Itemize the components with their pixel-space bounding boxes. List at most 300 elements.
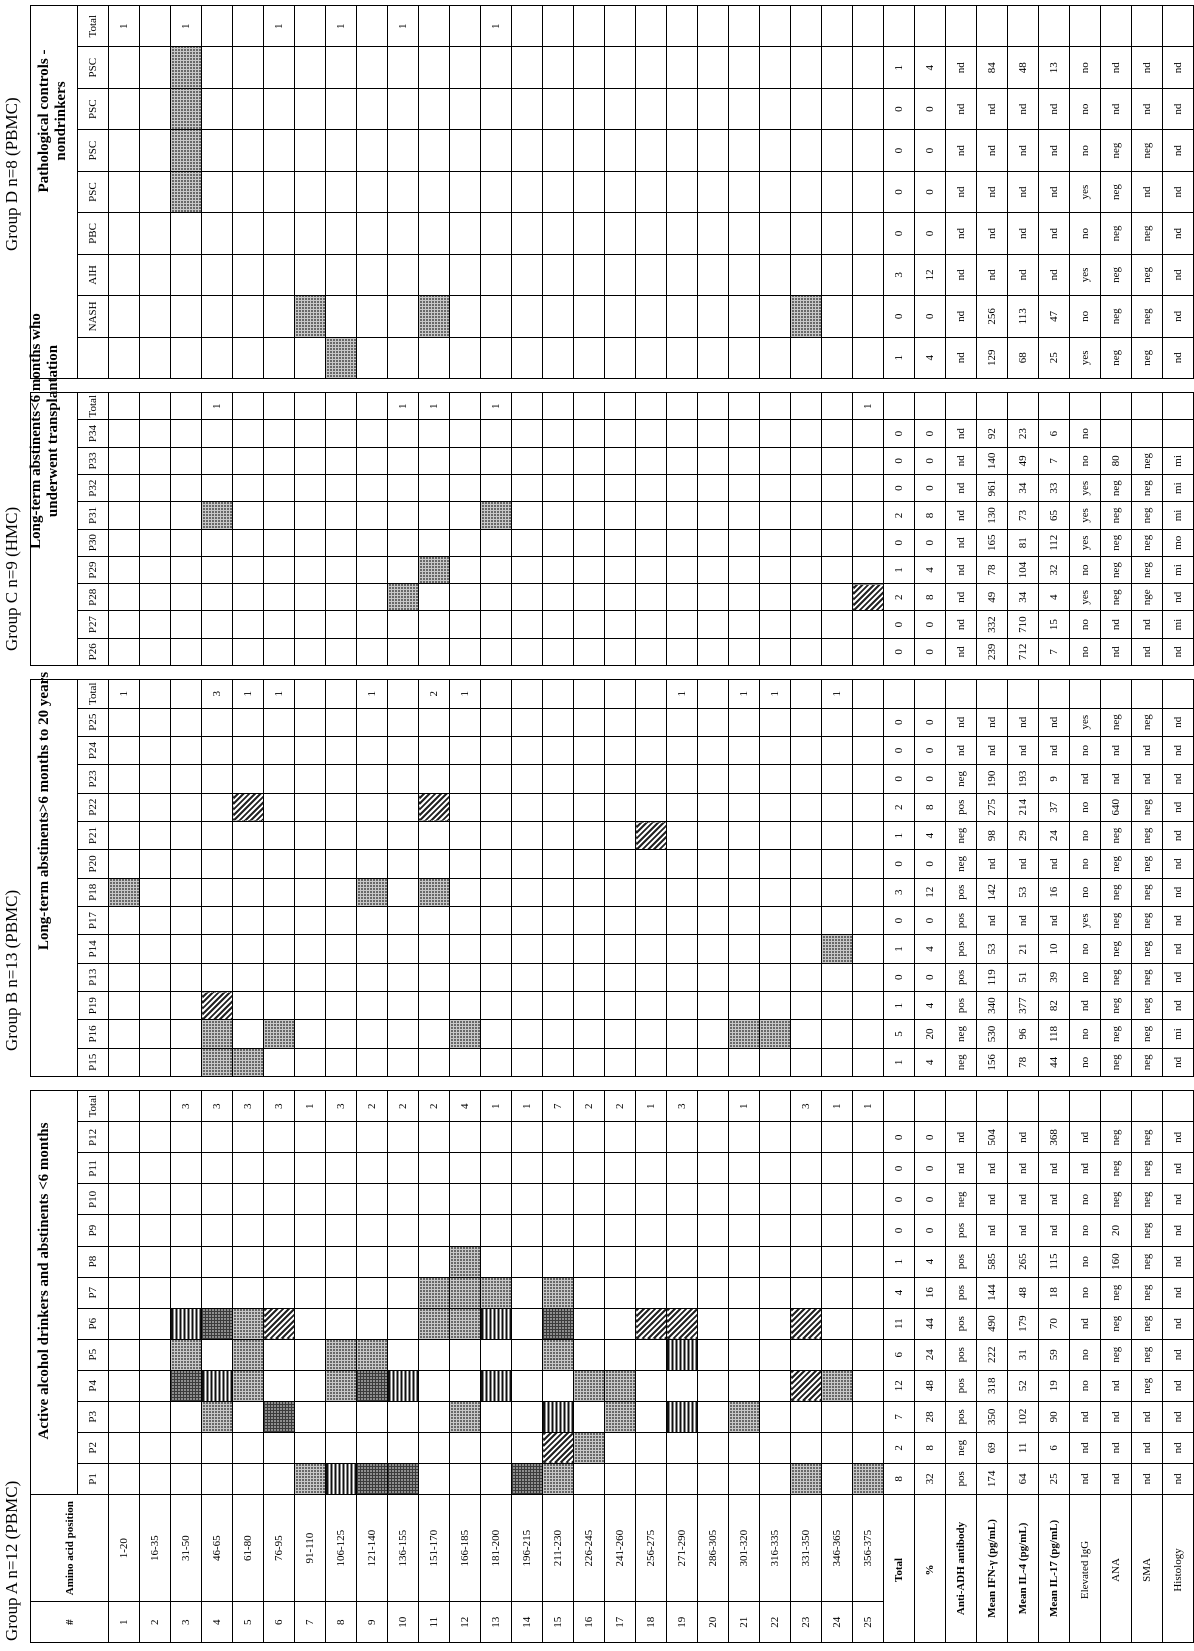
stat-value: neg (1132, 935, 1163, 963)
data-cell (853, 793, 884, 821)
stat-value: 0 (884, 765, 915, 793)
data-cell (791, 1215, 822, 1246)
data-cell (202, 906, 233, 934)
position-row (512, 1091, 543, 1643)
stat-value: neg (1101, 991, 1132, 1019)
stat-value: 377 (1008, 991, 1039, 1019)
data-cell (574, 1215, 605, 1246)
data-cell (388, 529, 419, 556)
reactive-epitope-cell (543, 1308, 574, 1339)
data-cell (202, 447, 233, 474)
amino-acid-position: 226-245 (574, 1494, 605, 1601)
data-cell (729, 130, 760, 171)
stat-value: no (1070, 213, 1101, 254)
position-total: 1 (729, 1091, 760, 1122)
data-cell (636, 1401, 667, 1432)
data-cell (481, 611, 512, 638)
data-cell (543, 130, 574, 171)
stat-value: 585 (977, 1246, 1008, 1277)
row-number: 24 (822, 1602, 853, 1643)
amino-acid-position: 121-140 (357, 1494, 388, 1601)
data-cell (760, 475, 791, 502)
position-row (822, 6, 853, 379)
data-cell (202, 821, 233, 849)
data-cell (357, 584, 388, 611)
data-cell (698, 906, 729, 934)
data-cell (171, 906, 202, 934)
data-cell (853, 765, 884, 793)
data-cell (574, 935, 605, 963)
data-cell (233, 213, 264, 254)
data-cell (140, 638, 171, 665)
data-cell (822, 130, 853, 171)
stat-value: 340 (977, 991, 1008, 1019)
data-cell (140, 1246, 171, 1277)
position-total (543, 393, 574, 420)
data-cell (326, 611, 357, 638)
group-a-table (30, 1090, 1194, 1643)
data-cell (636, 529, 667, 556)
position-total: 1 (512, 1091, 543, 1122)
data-cell (295, 213, 326, 254)
data-cell (667, 296, 698, 337)
group-d-subtitle: Pathological controls - nondrinkers (36, 49, 69, 193)
data-cell (791, 213, 822, 254)
data-cell (295, 1246, 326, 1277)
stat-value: neg (946, 1048, 977, 1076)
data-cell (791, 1246, 822, 1277)
data-cell (109, 821, 140, 849)
data-cell (326, 708, 357, 736)
data-cell (326, 1184, 357, 1215)
stat-value: nd (1039, 1184, 1070, 1215)
stat-value: 4 (1039, 584, 1070, 611)
data-cell (853, 638, 884, 665)
data-cell (419, 502, 450, 529)
reactive-epitope-cell (202, 1020, 233, 1048)
column-header: P9 (78, 1215, 109, 1246)
data-cell (822, 1153, 853, 1184)
column-header: P30 (78, 529, 109, 556)
data-cell (760, 611, 791, 638)
data-cell (791, 850, 822, 878)
data-cell (481, 213, 512, 254)
position-row (171, 680, 202, 1077)
data-cell (822, 821, 853, 849)
data-cell (574, 991, 605, 1019)
stat-value: no (1070, 420, 1101, 447)
data-cell (853, 502, 884, 529)
data-cell (605, 1153, 636, 1184)
data-cell (729, 171, 760, 212)
data-cell (698, 447, 729, 474)
stat-value: neg (946, 1432, 977, 1463)
data-cell (574, 793, 605, 821)
reactive-epitope-cell (481, 1370, 512, 1401)
data-cell (140, 765, 171, 793)
column-header: Total (78, 680, 109, 709)
data-cell (233, 447, 264, 474)
data-cell (543, 1184, 574, 1215)
stat-value: nd (1101, 88, 1132, 129)
stat-value: nd (946, 213, 977, 254)
data-cell (419, 88, 450, 129)
stat-value: no (1070, 850, 1101, 878)
reactive-epitope-cell (264, 1401, 295, 1432)
stat-value: neg (1101, 1277, 1132, 1308)
data-cell (574, 447, 605, 474)
data-cell (109, 502, 140, 529)
stat-value: 0 (884, 420, 915, 447)
row-number: 14 (512, 1602, 543, 1643)
stat-value: nd (1008, 171, 1039, 212)
data-cell (295, 935, 326, 963)
data-cell (357, 963, 388, 991)
group-c-subtitle: Long-term abstinents<6 months who underwent transplantation (28, 313, 61, 549)
column-header: Total (78, 393, 109, 420)
data-cell (822, 1215, 853, 1246)
data-cell (729, 935, 760, 963)
position-total (140, 6, 171, 48)
position-row (853, 6, 884, 379)
position-row (326, 393, 357, 666)
position-total: 1 (822, 680, 853, 709)
data-cell (822, 765, 853, 793)
data-cell (357, 708, 388, 736)
stat-value: 0 (884, 736, 915, 764)
reactive-epitope-cell (419, 878, 450, 906)
reactive-epitope-cell (853, 1463, 884, 1494)
data-cell (698, 420, 729, 447)
stat-value: nd (977, 171, 1008, 212)
column-header: P32 (78, 475, 109, 502)
data-cell (574, 1184, 605, 1215)
position-row (574, 6, 605, 379)
stat-value (915, 1091, 946, 1122)
data-cell (636, 1048, 667, 1076)
data-cell (140, 611, 171, 638)
data-cell (853, 611, 884, 638)
stat-value: nd (1008, 850, 1039, 878)
position-total (636, 680, 667, 709)
stat-value: 0 (915, 765, 946, 793)
data-cell (140, 1122, 171, 1153)
stat-value (977, 6, 1008, 48)
data-cell (698, 638, 729, 665)
data-cell (357, 556, 388, 583)
reactive-epitope-cell (171, 1308, 202, 1339)
reactive-epitope-cell (171, 171, 202, 212)
stat-value (884, 6, 915, 48)
data-cell (543, 88, 574, 129)
data-cell (450, 502, 481, 529)
data-cell (419, 420, 450, 447)
data-cell (667, 736, 698, 764)
data-cell (729, 736, 760, 764)
data-cell (605, 254, 636, 295)
stat-value (1163, 680, 1194, 709)
data-cell (357, 171, 388, 212)
position-total (140, 393, 171, 420)
data-cell (729, 420, 760, 447)
data-cell (140, 1277, 171, 1308)
data-cell (326, 420, 357, 447)
stat-value: 0 (915, 1215, 946, 1246)
stat-value: 0 (884, 296, 915, 337)
data-cell (109, 850, 140, 878)
data-cell (636, 254, 667, 295)
data-cell (481, 1401, 512, 1432)
stat-value: no (1070, 1277, 1101, 1308)
data-cell (419, 47, 450, 88)
stat-value: neg (1101, 130, 1132, 171)
reactive-epitope-cell (481, 502, 512, 529)
position-total (698, 1091, 729, 1122)
position-total: 7 (543, 1091, 574, 1122)
data-cell (574, 254, 605, 295)
data-cell (574, 638, 605, 665)
stat-label: % (915, 1494, 946, 1642)
amino-acid-position: 76-95 (264, 1494, 295, 1601)
data-cell (605, 736, 636, 764)
stat-value: 33 (1039, 475, 1070, 502)
data-cell (388, 1339, 419, 1370)
column-header: P24 (78, 736, 109, 764)
data-cell (698, 1020, 729, 1048)
data-cell (698, 821, 729, 849)
data-cell (512, 88, 543, 129)
data-cell (388, 821, 419, 849)
data-cell (171, 1122, 202, 1153)
data-cell (357, 1308, 388, 1339)
data-cell (326, 850, 357, 878)
data-cell (698, 171, 729, 212)
data-cell (326, 130, 357, 171)
data-cell (760, 1370, 791, 1401)
data-cell (636, 502, 667, 529)
stat-value (1070, 393, 1101, 420)
position-row (605, 680, 636, 1077)
stat-row (884, 1091, 915, 1643)
stat-value (884, 1091, 915, 1122)
row-number: 15 (543, 1602, 574, 1643)
data-cell (853, 935, 884, 963)
stat-value: nd (1163, 708, 1194, 736)
reactive-epitope-cell (667, 1339, 698, 1370)
stat-value: 0 (915, 708, 946, 736)
stat-value (1132, 393, 1163, 420)
stat-value: yes (1070, 906, 1101, 934)
stat-value: no (1070, 1339, 1101, 1370)
stat-row (946, 1091, 977, 1643)
stat-value: 44 (915, 1308, 946, 1339)
stat-value: 47 (1039, 296, 1070, 337)
data-cell (853, 991, 884, 1019)
data-cell (605, 213, 636, 254)
data-cell (698, 529, 729, 556)
stat-value: 31 (1008, 1339, 1039, 1370)
data-cell (388, 447, 419, 474)
data-cell (636, 1339, 667, 1370)
data-cell (109, 529, 140, 556)
position-row (574, 680, 605, 1077)
stat-value: nd (1163, 1153, 1194, 1184)
data-cell (791, 584, 822, 611)
position-row (481, 6, 512, 379)
position-total (264, 393, 295, 420)
position-row (760, 680, 791, 1077)
stat-value: nd (1132, 611, 1163, 638)
stat-label: Elevated IgG (1070, 1494, 1101, 1642)
data-cell (791, 529, 822, 556)
data-cell (264, 475, 295, 502)
data-cell (450, 1432, 481, 1463)
data-cell (543, 296, 574, 337)
data-cell (729, 88, 760, 129)
data-cell (450, 130, 481, 171)
data-cell (605, 88, 636, 129)
data-cell (481, 1048, 512, 1076)
position-row (450, 393, 481, 666)
stat-value: neg (1132, 1048, 1163, 1076)
data-cell (512, 556, 543, 583)
row-number: 9 (357, 1602, 388, 1643)
amino-acid-position: 31-50 (171, 1494, 202, 1601)
data-cell (574, 906, 605, 934)
data-cell (481, 254, 512, 295)
data-cell (450, 878, 481, 906)
data-cell (233, 337, 264, 378)
data-cell (636, 991, 667, 1019)
data-cell (667, 1122, 698, 1153)
stat-value: nd (1132, 765, 1163, 793)
stat-value: 8 (915, 502, 946, 529)
data-cell (450, 736, 481, 764)
data-cell (171, 420, 202, 447)
row-number: 8 (326, 1602, 357, 1643)
data-cell (543, 708, 574, 736)
data-cell (698, 611, 729, 638)
data-cell (698, 296, 729, 337)
data-cell (109, 475, 140, 502)
data-cell (357, 1277, 388, 1308)
data-cell (822, 1277, 853, 1308)
position-row (729, 680, 760, 1077)
data-cell (140, 1463, 171, 1494)
data-cell (853, 708, 884, 736)
data-cell (853, 47, 884, 88)
data-cell (667, 708, 698, 736)
stat-value: nd (946, 708, 977, 736)
data-cell (729, 529, 760, 556)
column-header: P19 (78, 991, 109, 1019)
stat-row (1008, 680, 1039, 1077)
data-cell (605, 793, 636, 821)
data-cell (512, 991, 543, 1019)
position-total (822, 6, 853, 48)
data-cell (481, 765, 512, 793)
data-cell (109, 1246, 140, 1277)
stat-value: 0 (915, 963, 946, 991)
data-cell (202, 1432, 233, 1463)
position-row (574, 393, 605, 666)
position-total: 1 (295, 1091, 326, 1122)
data-cell (729, 584, 760, 611)
data-cell (295, 1153, 326, 1184)
data-cell (295, 130, 326, 171)
position-total (512, 6, 543, 48)
data-cell (574, 1308, 605, 1339)
data-cell (171, 296, 202, 337)
data-cell (481, 991, 512, 1019)
data-cell (605, 878, 636, 906)
data-cell (512, 213, 543, 254)
stat-value: neg (1132, 991, 1163, 1019)
data-cell (574, 708, 605, 736)
stat-value: 65 (1039, 502, 1070, 529)
data-cell (233, 502, 264, 529)
data-cell (729, 1432, 760, 1463)
stat-value: 80 (1101, 447, 1132, 474)
row-number: 23 (791, 1602, 822, 1643)
data-cell (822, 991, 853, 1019)
data-cell (264, 850, 295, 878)
data-cell (109, 88, 140, 129)
data-cell (822, 1246, 853, 1277)
data-cell (667, 935, 698, 963)
stat-row (1101, 393, 1132, 666)
stat-value: pos (946, 1401, 977, 1432)
reactive-epitope-cell (636, 821, 667, 849)
data-cell (636, 906, 667, 934)
data-cell (171, 736, 202, 764)
stat-value: nd (1039, 1215, 1070, 1246)
data-cell (171, 1277, 202, 1308)
data-cell (512, 708, 543, 736)
data-cell (202, 765, 233, 793)
data-cell (202, 850, 233, 878)
stat-value: nd (1132, 638, 1163, 665)
position-row (667, 6, 698, 379)
stat-value: 265 (1008, 1246, 1039, 1277)
data-cell (202, 1339, 233, 1370)
data-cell (140, 963, 171, 991)
data-cell (326, 1048, 357, 1076)
data-cell (481, 1463, 512, 1494)
data-cell (450, 171, 481, 212)
position-row (264, 680, 295, 1077)
data-cell (605, 765, 636, 793)
data-cell (636, 638, 667, 665)
reactive-epitope-cell (822, 935, 853, 963)
data-cell (512, 736, 543, 764)
row-number-header: # (31, 1602, 109, 1643)
stat-value: mi (1163, 1020, 1194, 1048)
data-cell (295, 878, 326, 906)
group-d-title: Group D n=8 (PBMC) (2, 97, 21, 251)
position-total (636, 6, 667, 48)
data-cell (233, 1432, 264, 1463)
data-cell (295, 475, 326, 502)
data-cell (729, 708, 760, 736)
stat-value: pos (946, 1339, 977, 1370)
stat-value: neg (946, 850, 977, 878)
stat-value: 1 (884, 337, 915, 378)
data-cell (574, 420, 605, 447)
stat-value: nd (1163, 213, 1194, 254)
data-cell (388, 556, 419, 583)
stat-value: 78 (1008, 1048, 1039, 1076)
